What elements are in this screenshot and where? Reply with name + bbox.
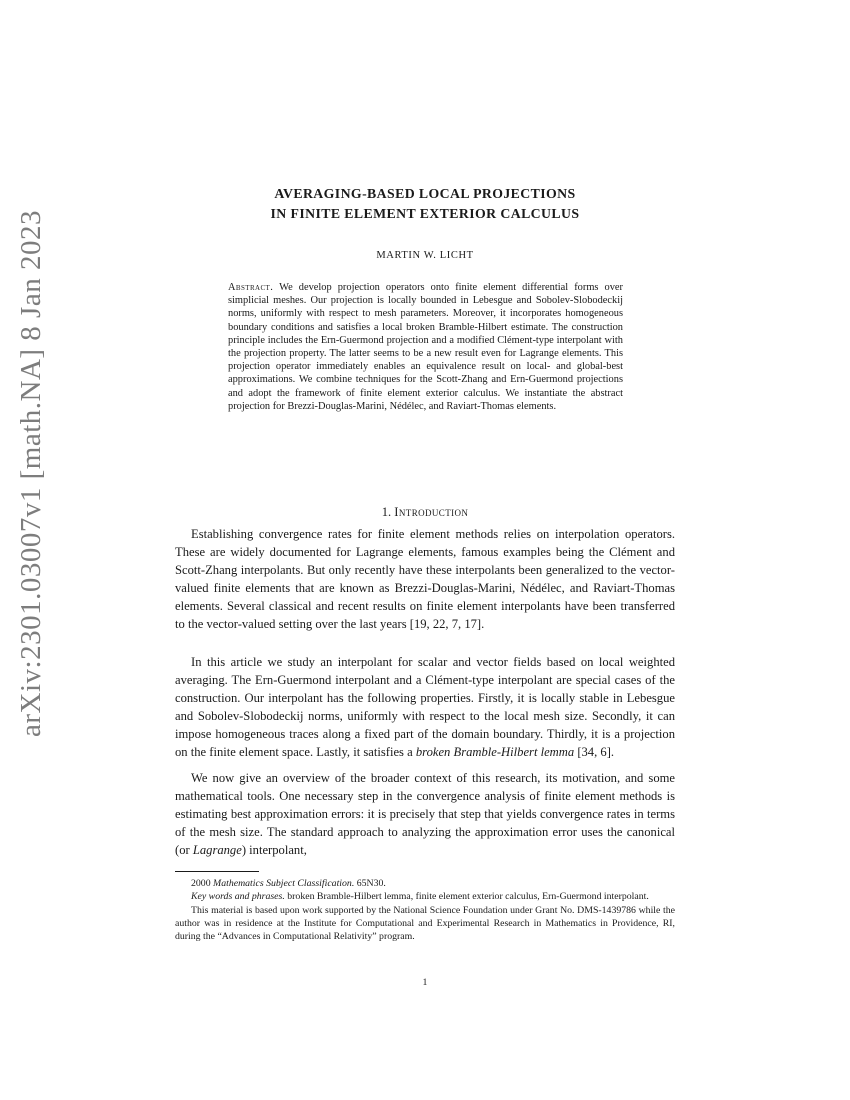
- abstract-label: Abstract.: [228, 282, 274, 293]
- msc-year: 2000: [191, 878, 211, 889]
- abstract-text: We develop projection operators onto finite element differential forms over simplicial meshes. Our projection is locally bounded in Lebesgue and Sobolev-Slobodeckij norms, uniformly with respect to mesh parameters. Moreover, it incorporates homogeneous boundary conditions and satisfies a local broken Bramble-Hilbert estimate. The construction principle includes the Ern-Guermond projection and a modified Clément-type interpolant with the projection property. The latter seems to be a new result even for Lagrange elements. This projection operator immediately enables an equivalence result on local- and global-best approximations. We combine techniques for the Scott-Zhang and Ern-Guermond projections and adopt the framework of finite element exterior calculus. We instantiate the abstract projection for Brezzi-Douglas-Marini, Nédélec, and Raviart-Thomas elements.: [228, 282, 623, 412]
- paper-title-line-2: IN FINITE ELEMENT EXTERIOR CALCULUS: [270, 206, 580, 221]
- paragraph-2: [175, 653, 675, 762]
- paragraph-2-text: In this article we study an interpolant for scalar and vector fields based on local weighted averaging. The Ern-Guermond interpolant and a Clément-type interpolant are special cases of the construction. Our interpolant has the following properties. Firstly, it is locally stable in Lebesgue and Sobolev-Slobodeckij norms, uniformly with respect to the local mesh size. Secondly, it can impose homogeneous traces along a fixed part of the domain boundary. Thirdly, it is a projection on the finite element space. Lastly, it satisfies a: [175, 655, 675, 760]
- section-number: 1.: [381, 505, 392, 519]
- footnote-keywords: [175, 890, 675, 903]
- author-name: MARTIN W. LICHT: [376, 250, 474, 261]
- footnote-divider: [175, 871, 259, 872]
- page-number: 1: [422, 977, 428, 988]
- section-title: Introduction: [394, 505, 469, 519]
- paragraph-2-emphasis: broken Bramble-Hilbert lemma: [415, 745, 575, 760]
- paper-title-line-1: AVERAGING-BASED LOCAL PROJECTIONS: [274, 186, 576, 201]
- paragraph-2-citation: [34, 6].: [574, 745, 615, 760]
- keywords-value: broken Bramble-Hilbert lemma, finite element exterior calculus, Ern-Guermond interpolant.: [287, 891, 649, 903]
- paragraph-1: Establishing convergence rates for finite element methods relies on interpolation operators. These are widely documented for Lagrange elements, famous examples being the Clément and Scott-Zhang interpolants. But only recently have these interpolants been generalized to the vector-valued finite elements that are known as Brezzi-Douglas-Marini, Nédélec, and Raviart-Thomas elements. Several classical and recent results on finite element interpolants have been transferred to the vector-valued setting over the last years [19, 22, 7, 17].: [175, 527, 675, 632]
- arxiv-identifier-stamp: [8, 209, 54, 737]
- msc-value: 65N30.: [356, 878, 386, 889]
- keywords-label: Key words and phrases.: [191, 891, 285, 903]
- footnote-msc: [175, 877, 675, 890]
- arxiv-identifier-text: arXiv:2301.03007v1 [math.NA] 8 Jan 2023: [14, 209, 47, 737]
- paper-title: [175, 184, 675, 224]
- paragraph-3-text: We now give an overview of the broader context of this research, its motivation, and some mathematical tools. One necessary step in the convergence analysis of finite element methods is estimating best approximation errors: it is precisely that step that yields convergence rates in terms of the mesh size. The standard approach to analyzing the approximation error uses the canonical (or: [175, 771, 675, 858]
- footnote-funding: This material is based upon work supported by the National Science Foundation under Grant No. DMS-1439786 while the author was in residence at the Institute for Computational and Experimental Research in Mathematics in Providence, RI, during the “Advances in Computational Relativity” program.: [175, 904, 675, 943]
- abstract: [228, 281, 623, 413]
- paragraph-3: [175, 769, 675, 859]
- footnotes: [175, 877, 675, 943]
- section-heading: [175, 505, 675, 520]
- msc-label: Mathematics Subject Classification.: [213, 878, 355, 889]
- paragraph-3-emphasis: Lagrange: [192, 843, 242, 858]
- paragraph-3-tail: ) interpolant,: [241, 843, 307, 858]
